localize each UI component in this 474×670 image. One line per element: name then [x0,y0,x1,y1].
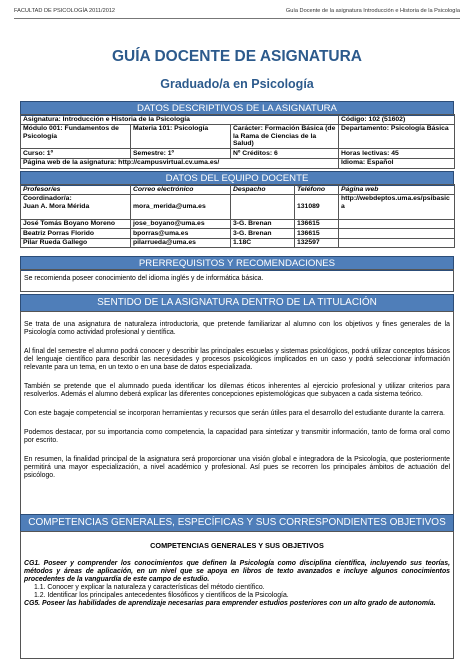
equipo-table [20,184,455,248]
coordinator-label: Coordinador/a: [23,195,72,203]
running-header [14,8,460,18]
teacher-email[interactable]: mora_merida@uma.es [131,194,231,219]
col-header-despacho: Despacho [231,185,295,195]
teacher-email[interactable]: pilarrueda@uma.es [131,238,231,248]
sentido-box [20,311,454,529]
materia-cell: Materia 101: Psicología [131,124,231,149]
semestre-cell: Semestre: 1º [131,149,231,159]
asignatura-cell: Asignatura: Introducción e Historia de la Psicología [21,115,339,125]
teacher-phone: 132597 [295,238,339,248]
teacher-email[interactable]: jose_boyano@uma.es [131,219,231,229]
teacher-email[interactable]: bporras@uma.es [131,229,231,239]
objetivo-1-2: 1.2. Identificar los principales antecedentes filosóficos y científicos de la Psicología. [34,592,289,599]
teacher-phone: 136615 [295,219,339,229]
teacher-phone: 136615 [295,229,339,239]
teacher-phone: 131089 [295,194,339,219]
header-right: Guía Docente de la asignatura Introducción e Historia de la Psicología [285,8,460,14]
prerrequisitos-box [20,269,454,292]
header-left: FACULTAD DE PSICOLOGÍA 2011/2012 [14,8,116,14]
teacher-office: 3-G. Brenan [231,219,295,229]
curso-cell: Curso: 1º [21,149,131,159]
teacher-name: Beatriz Porras Florido [21,229,131,239]
objetivo-1-1: 1.1. Conocer y explicar la naturaleza y características del método científico. [34,584,265,591]
prerrequisitos-text: Se recomienda poseer conocimiento del idioma inglés y de informática básica. [24,275,264,282]
teacher-name: Pilar Rueda Gallego [21,238,131,248]
teacher-office: 3-G. Brenan [231,229,295,239]
creditos-cell: Nº Créditos: 6 [231,149,339,159]
coordinator-cell [21,194,131,219]
section-heading-competencias: COMPETENCIAS GENERALES, ESPECÍFICAS Y SUS CORRESPONDIENTES OBJETIVOS [20,514,454,532]
teacher-office [231,194,295,219]
section-heading-equipo: DATOS DEL EQUIPO DOCENTE [20,171,454,186]
teacher-office: 1.18C [231,238,295,248]
page-title: GUÍA DOCENTE DE ASIGNATURA [111,48,362,65]
teacher-web-link[interactable]: http://webdeptos.uma.es/psibasica [339,194,455,219]
table-row [21,238,455,248]
teacher-name: Juan A. Mora Mérida [23,202,90,210]
col-header-correo: Correo electrónico [131,185,231,195]
teacher-name: José Tomás Boyano Moreno [21,219,131,229]
teacher-web-link [339,229,455,239]
teacher-web-link [339,238,455,248]
idioma-cell: Idioma: Español [339,158,455,168]
sentido-paragraph-1: Se trata de una asignatura de naturaleza introductoria, que pretende familiarizar al alumno con los objetivos y fines generales de la Psicología como actividad profesional y científica. [24,321,450,336]
sentido-paragraph-5: Podemos destacar, por su importancia como competencia, la capacidad para sintetizar y transmitir información, tanto de forma oral como por escrito. [24,429,450,444]
sentido-paragraph-4: Con este bagaje competencial se incorporan herramientas y recursos que serán útiles para el desarrollo del estudiante durante la carrera. [24,410,445,417]
header-rule [14,18,460,19]
col-header-web: Página web [339,185,455,195]
col-header-telefono: Teléfono [295,185,339,195]
table-row [21,194,455,219]
departamento-cell: Departamento: Psicología Básica [339,124,455,149]
competencia-cg1: CG1. Poseer y comprender los conocimientos que definen la Psicología como disciplina científica, incluyendo sus teorías, métodos y áreas de aplicación, en un nivel que se apoya en libros de texto avanzados e incluye algunos conocimientos procedentes de la vanguardia de este campo de estudio. [24,560,450,583]
pagina-web-cell[interactable]: Página web de la asignatura: http://campusvirtual.cv.uma.es/ [21,158,339,168]
descriptivos-table [20,114,455,169]
caracter-cell: Carácter: Formación Básica (de la Rama de Ciencias de la Salud) [231,124,339,149]
sentido-paragraph-6: En resumen, la finalidad principal de la asignatura será proporcionar una visión global e integradora de la Psicología, que posteriormente permitirá una mayor especialización, a nivel académico y profesional. Así pues se recorren los principales ámbitos de actuación del psicólogo. [24,456,450,479]
section-heading-prerrequisitos: PRERREQUISITOS Y RECOMENDACIONES [20,256,454,271]
competencias-box [20,531,454,659]
horas-cell: Horas lectivas: 45 [339,149,455,159]
table-row [21,229,455,239]
sentido-paragraph-2: Al final del semestre el alumno podrá conocer y describir las principales escuelas y sistemas psicológicos, podrá utilizar conceptos básicos del lenguaje científico para describir las necesidades y procesos psicológicos implicados en un caso y podrá seleccionar información relevante para un tema, en un texto o en una base de datos especializada. [24,348,450,371]
section-heading-sentido: SENTIDO DE LA ASIGNATURA DENTRO DE LA TITULACIÓN [20,294,454,312]
codigo-cell: Código: 102 (51602) [339,115,455,125]
sentido-paragraph-3: También se pretende que el alumnado pueda identificar los dilemas éticos inherentes al ejercicio profesional y utilizar criterios para resolverlos. Además el alumno deberá explicar las diferentes concepciones epistemológicas que subyacen a cada sistema teórico. [24,383,450,398]
section-heading-descriptivos: DATOS DESCRIPTIVOS DE LA ASIGNATURA [20,101,454,116]
competencias-subheading: COMPETENCIAS GENERALES Y SUS OBJETIVOS [150,541,324,550]
table-row [21,219,455,229]
col-header-profesor: Profesor/es [21,185,131,195]
teacher-web-link [339,219,455,229]
page-subtitle: Graduado/a en Psicología [160,77,314,91]
competencia-cg5: CG5. Poseer las habilidades de aprendizaje necesarias para emprender estudios posteriores con un alto grado de autonomía. [24,600,436,607]
modulo-cell: Módulo 001: Fundamentos de Psicología [21,124,131,149]
